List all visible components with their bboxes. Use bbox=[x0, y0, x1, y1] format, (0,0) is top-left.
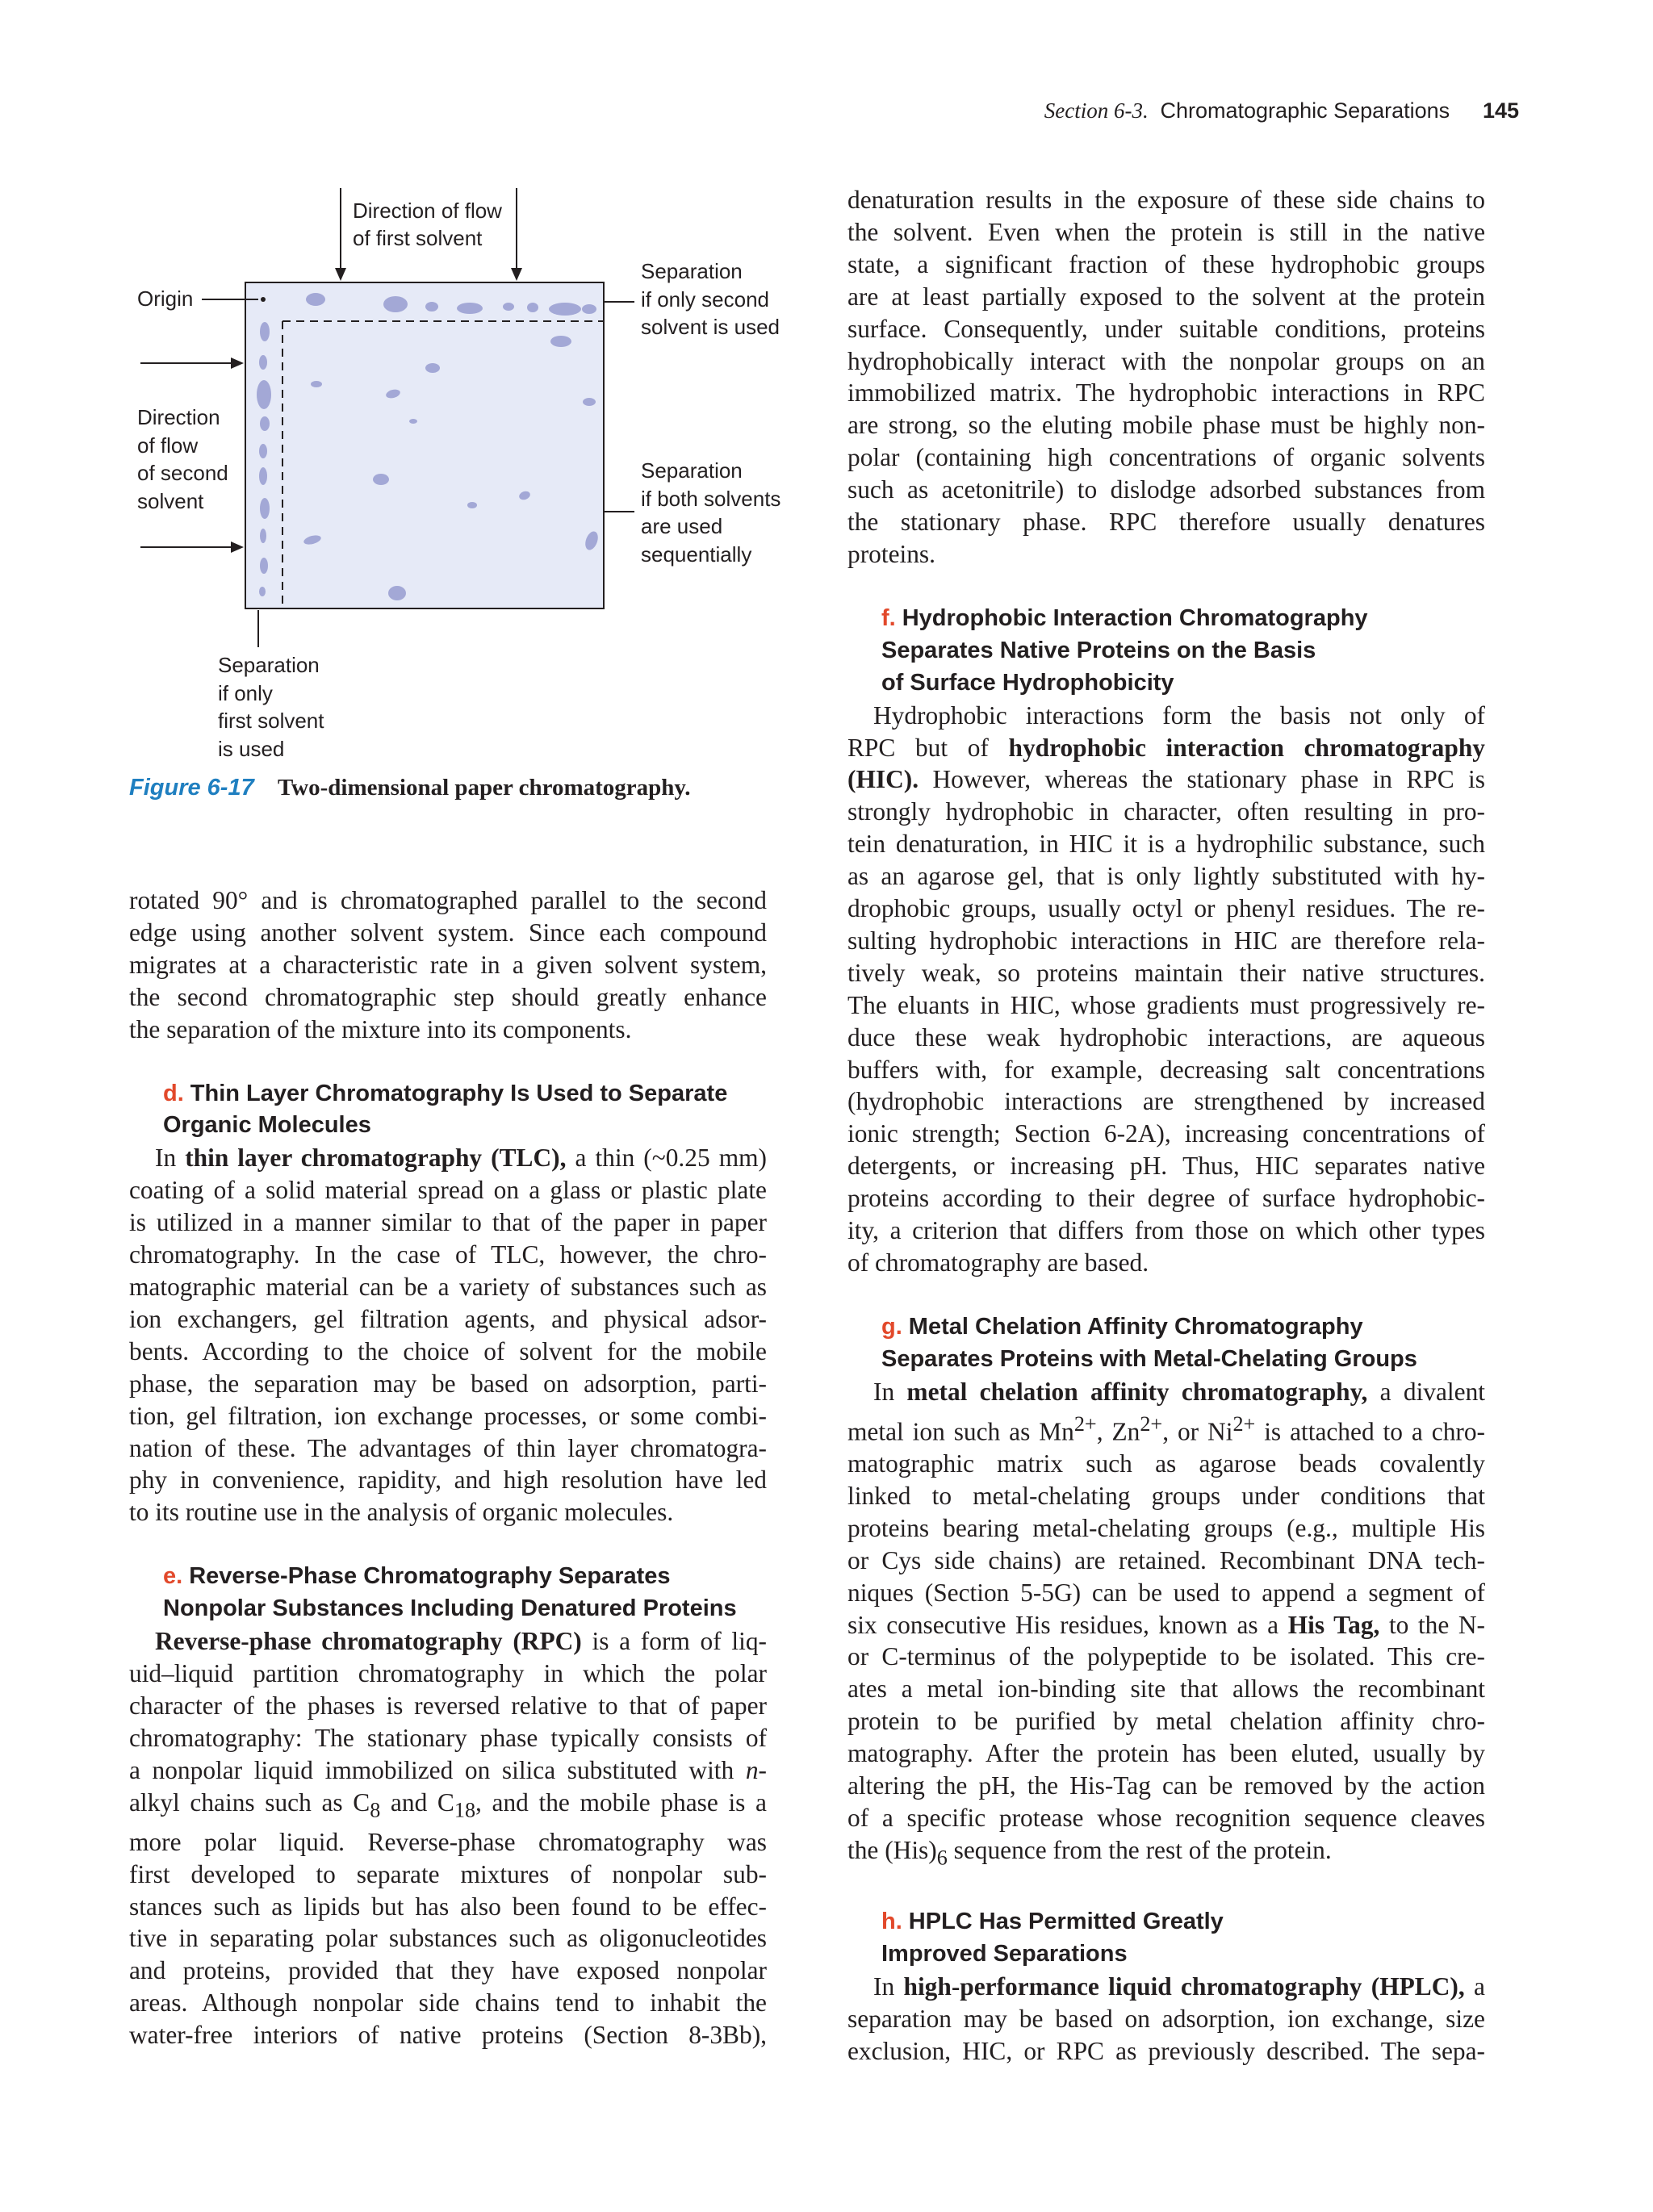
text-line: stances such as lipids but has also been found to be effec- bbox=[129, 1892, 767, 1921]
heading-line: Separates Proteins with Metal-Chelating Groups bbox=[881, 1345, 1417, 1372]
text-line: protein to be purified by metal chelation affinity chro- bbox=[847, 1707, 1485, 1736]
text-line: the stationary phase. RPC therefore usually denatures bbox=[847, 508, 1485, 537]
term-rpc: Reverse-phase chromatography (RPC) bbox=[155, 1627, 582, 1656]
spot bbox=[549, 303, 581, 316]
heading-line: Hydrophobic Interaction Chromatography bbox=[902, 604, 1368, 631]
text-line: polar (containing high concentrations of organic solvents bbox=[847, 443, 1485, 472]
text-line: or C-terminus of the polypeptide to be isolated. This cre- bbox=[847, 1642, 1485, 1671]
text-run: In bbox=[873, 1377, 907, 1406]
text-line: surface. Consequently, under suitable conditions, proteins bbox=[847, 314, 1485, 343]
text-run: , Zn bbox=[1096, 1417, 1140, 1446]
section-heading-h bbox=[847, 1906, 1485, 1971]
text-run: sequence from the rest of the protein. bbox=[947, 1835, 1332, 1864]
figure-caption bbox=[129, 775, 691, 801]
header-section: Section 6-3. bbox=[1044, 98, 1149, 123]
spot bbox=[527, 303, 538, 312]
text-run: a thin (~0.25 mm) bbox=[566, 1144, 767, 1173]
text-line: altering the pH, the His-Tag can be removed by the action bbox=[847, 1771, 1485, 1800]
term-his-tag: His Tag, bbox=[1287, 1610, 1380, 1639]
text-line: such as acetonitrile) to dislodge adsorbed substances from bbox=[847, 475, 1485, 504]
term-hic: hydrophobic interaction chromatography bbox=[1008, 733, 1485, 762]
label-flow-first: Direction of flow bbox=[353, 199, 502, 223]
text-line: tive in separating polar substances such as oligonucleotides bbox=[129, 1924, 767, 1953]
text-line: matographic matrix such as agarose beads covalently bbox=[847, 1449, 1485, 1478]
text-line: the second chromatographic step should greatly enhance bbox=[129, 982, 767, 1011]
text-line bbox=[847, 732, 1485, 764]
section-letter: h. bbox=[881, 1909, 902, 1935]
text-line: buffers with, for example, decreasing salt concentrations bbox=[847, 1055, 1485, 1084]
spot bbox=[306, 293, 325, 306]
text-run: is attached to a chro- bbox=[1255, 1417, 1485, 1446]
label-origin: Origin bbox=[137, 286, 194, 311]
text-line: proteins. bbox=[847, 539, 935, 568]
label-sep-both: sequentially bbox=[641, 542, 752, 567]
text-line bbox=[129, 1625, 767, 1658]
section-heading-g bbox=[847, 1311, 1485, 1376]
text-line bbox=[129, 1787, 767, 1826]
text-line: coating of a solid material spread on a glass or plastic plate bbox=[129, 1176, 767, 1205]
spot bbox=[259, 444, 267, 458]
text-line: more polar liquid. Reverse-phase chromatography was bbox=[129, 1827, 767, 1856]
text-line bbox=[847, 763, 1485, 796]
text-line: tein denaturation, in HIC it is a hydrophilic substance, such bbox=[847, 830, 1485, 859]
arrow-right-icon bbox=[231, 358, 244, 369]
text-line: as an agarose gel, that is only lightly substituted with hy- bbox=[847, 862, 1485, 891]
text-line bbox=[847, 1834, 1485, 1874]
text-run: RPC but of bbox=[847, 733, 1009, 762]
text-run: alkyl chains such as C bbox=[129, 1788, 370, 1817]
text-line: The eluants in HIC, whose gradients must progressively re- bbox=[847, 990, 1485, 1019]
text-run: n bbox=[745, 1755, 759, 1784]
term-tlc: thin layer chromatography (TLC), bbox=[185, 1144, 567, 1173]
text-line: ion exchangers, gel filtration agents, and physical adsor- bbox=[129, 1304, 767, 1333]
spot bbox=[409, 419, 417, 424]
text-run: Hydrophobic interactions form the basis not only of bbox=[873, 700, 1485, 730]
text-run: , and the mobile phase is a bbox=[475, 1788, 767, 1817]
label-sep-first: Separation bbox=[218, 653, 320, 677]
label-flow-second: of second bbox=[137, 461, 228, 485]
spot bbox=[457, 303, 483, 314]
heading-line: Separates Native Proteins on the Basis bbox=[881, 637, 1316, 663]
text-line: hydrophobically interact with the nonpolar groups on an bbox=[847, 346, 1485, 375]
spot bbox=[260, 558, 268, 574]
arrow-down-icon bbox=[511, 268, 522, 281]
page-number: 145 bbox=[1482, 98, 1519, 123]
section-letter: d. bbox=[163, 1080, 184, 1106]
text-line bbox=[847, 1376, 1485, 1408]
superscript: 2+ bbox=[1232, 1411, 1256, 1436]
label-sep-first: if only bbox=[218, 681, 273, 705]
text-line: are strong, so the eluting mobile phase must be highly non- bbox=[847, 411, 1485, 440]
label-sep-second: solvent is used bbox=[641, 315, 780, 339]
label-flow-second: solvent bbox=[137, 489, 204, 513]
arrow-right-icon bbox=[231, 542, 244, 553]
section-heading-e bbox=[129, 1561, 767, 1625]
text-line: of chromatography are based. bbox=[847, 1248, 1149, 1277]
text-line: rotated 90° and is chromatographed parallel to the second bbox=[129, 886, 767, 914]
text-line: phy in convenience, rapidity, and high resolution have led bbox=[129, 1466, 767, 1495]
text-line: denaturation results in the exposure of these side chains to bbox=[847, 186, 1485, 214]
text-line: state, a significant fraction of these hydrophobic groups bbox=[847, 249, 1485, 278]
text-line: ity, a criterion that differs from those on which other types bbox=[847, 1216, 1485, 1245]
text-run: metal ion such as Mn bbox=[847, 1417, 1074, 1446]
text-line: (hydrophobic interactions are strengthened by increased bbox=[847, 1087, 1485, 1116]
text-line: is utilized in a manner similar to that of the paper in paper bbox=[129, 1208, 767, 1237]
heading-line: Metal Chelation Affinity Chromatography bbox=[908, 1313, 1363, 1340]
section-letter: g. bbox=[881, 1313, 902, 1340]
text-line: ates a metal ion-binding site that allows the recombinant bbox=[847, 1675, 1485, 1704]
chromatography-paper bbox=[245, 282, 604, 608]
heading-line: of Surface Hydrophobicity bbox=[881, 669, 1174, 696]
heading-line: Organic Molecules bbox=[163, 1112, 371, 1139]
subscript: 6 bbox=[936, 1846, 948, 1870]
label-sep-both: are used bbox=[641, 514, 723, 538]
left-column bbox=[129, 884, 767, 2051]
section-heading-d bbox=[129, 1078, 767, 1143]
text-line: tion, gel filtration, ion exchange processes, or some combi- bbox=[129, 1401, 767, 1430]
text-line: nation of these. The advantages of thin layer chromatogra- bbox=[129, 1433, 767, 1462]
section-heading-f bbox=[847, 603, 1485, 700]
arrow-down-icon bbox=[335, 268, 346, 281]
text-run: In bbox=[873, 1972, 904, 2001]
heading-line: Improved Separations bbox=[881, 1940, 1128, 1967]
text-line: migrates at a characteristic rate in a given solvent system, bbox=[129, 950, 767, 979]
text-line: strongly hydrophobic in character, often resulting in pro- bbox=[847, 797, 1485, 826]
section-letter: f. bbox=[881, 604, 896, 631]
text-line bbox=[847, 700, 1485, 732]
text-line: duce these weak hydrophobic interactions, are aqueous bbox=[847, 1022, 1485, 1052]
label-sep-first: first solvent bbox=[218, 709, 324, 733]
text-run: , or Ni bbox=[1162, 1417, 1233, 1446]
text-line: exclusion, HIC, or RPC as previously described. The sepa- bbox=[847, 2036, 1485, 2065]
text-run: to the N- bbox=[1379, 1610, 1485, 1639]
figure-label: Figure 6-17 bbox=[129, 775, 254, 801]
spot bbox=[383, 296, 408, 312]
label-sep-second: if only second bbox=[641, 287, 769, 312]
text-line: bents. According to the choice of solvent for the mobile bbox=[129, 1336, 767, 1365]
heading-line: HPLC Has Permitted Greatly bbox=[908, 1909, 1224, 1935]
text-line: first developed to separate mixtures of nonpolar sub- bbox=[129, 1859, 767, 1888]
text-run: - bbox=[758, 1755, 767, 1784]
text-line: the separation of the mixture into its components. bbox=[129, 1014, 632, 1043]
spot bbox=[311, 381, 322, 387]
text-line: of a specific protease whose recognition sequence cleaves bbox=[847, 1803, 1485, 1832]
text-line: proteins according to their degree of surface hydrophobic- bbox=[847, 1184, 1485, 1213]
running-header bbox=[1044, 98, 1519, 123]
text-line bbox=[847, 1971, 1485, 2003]
subscript: 8 bbox=[370, 1797, 381, 1821]
text-line: the solvent. Even when the protein is still in the native bbox=[847, 217, 1485, 246]
text-line: niques (Section 5-5G) can be used to append a segment of bbox=[847, 1578, 1485, 1607]
heading-line: Thin Layer Chromatography Is Used to Separate bbox=[190, 1080, 728, 1106]
text-line: character of the phases is reversed relative to that of paper bbox=[129, 1691, 767, 1720]
text-line bbox=[129, 1142, 767, 1174]
header-title: Chromatographic Separations bbox=[1160, 98, 1450, 123]
figure-caption-text: Two-dimensional paper chromatography. bbox=[277, 775, 691, 801]
text-line: chromatography. In the case of TLC, however, the chro- bbox=[129, 1240, 767, 1269]
text-run: six consecutive His residues, known as a bbox=[847, 1610, 1288, 1639]
figure-chromatogram bbox=[129, 184, 823, 773]
text-run: a nonpolar liquid immobilized on silica substituted with bbox=[129, 1755, 746, 1784]
section-letter: e. bbox=[163, 1563, 183, 1590]
text-line: separation may be based on adsorption, ion exchange, size bbox=[847, 2004, 1485, 2033]
heading-line: Reverse-Phase Chromatography Separates bbox=[189, 1563, 671, 1590]
text-line: edge using another solvent system. Since each compound bbox=[129, 918, 767, 947]
text-line: proteins bearing metal-chelating groups (e.g., multiple His bbox=[847, 1513, 1485, 1542]
right-column bbox=[847, 184, 1485, 2068]
subscript: 18 bbox=[454, 1797, 476, 1821]
text-line: matography. After the protein has been eluted, usually by bbox=[847, 1739, 1485, 1768]
spot bbox=[503, 303, 514, 311]
spot bbox=[550, 336, 571, 347]
text-run: a bbox=[1464, 1972, 1485, 2001]
text-run: is a form of liq- bbox=[581, 1627, 767, 1656]
spot bbox=[260, 322, 270, 341]
label-sep-first: is used bbox=[218, 737, 285, 761]
text-run: In bbox=[155, 1144, 186, 1173]
term-metal-chelation: metal chelation affinity chromatography, bbox=[906, 1377, 1368, 1406]
term-hplc: high-performance liquid chromatography (HPLC), bbox=[903, 1972, 1465, 2001]
label-sep-both: if both solvents bbox=[641, 487, 781, 511]
text-line: water-free interiors of native proteins (Section 8-3Bb), bbox=[129, 2021, 767, 2050]
spot bbox=[373, 474, 389, 485]
label-flow-second: of flow bbox=[137, 433, 199, 458]
spot bbox=[259, 587, 266, 596]
superscript: 2+ bbox=[1073, 1411, 1097, 1436]
spot bbox=[425, 302, 438, 312]
term-hic-abbr: (HIC). bbox=[847, 765, 919, 794]
text-line: and proteins, provided that they have exposed nonpolar bbox=[129, 1956, 767, 1985]
spot bbox=[257, 380, 271, 409]
heading-line: Nonpolar Substances Including Denatured Proteins bbox=[163, 1595, 737, 1622]
spot bbox=[260, 416, 270, 431]
text-line: matographic material can be a variety of substances such as bbox=[129, 1272, 767, 1301]
text-line bbox=[847, 1609, 1485, 1641]
text-line: tively weak, so proteins maintain their native structures. bbox=[847, 958, 1485, 987]
spot bbox=[388, 586, 406, 600]
label-sep-second: Separation bbox=[641, 259, 743, 283]
text-run: the (His) bbox=[847, 1835, 937, 1864]
text-line: areas. Although nonpolar side chains tend to inhabit the bbox=[129, 1988, 767, 2018]
spot bbox=[259, 355, 267, 370]
text-run: and C bbox=[380, 1788, 454, 1817]
spot bbox=[425, 363, 440, 373]
text-line: uid–liquid partition chromatography in which the polar bbox=[129, 1658, 767, 1687]
spot bbox=[260, 498, 270, 519]
text-run: However, whereas the stationary phase in RPC is bbox=[919, 765, 1485, 794]
label-sep-both: Separation bbox=[641, 458, 743, 483]
text-line bbox=[847, 1408, 1485, 1448]
text-run: a divalent bbox=[1367, 1377, 1485, 1406]
text-line bbox=[129, 1754, 767, 1787]
text-line: chromatography: The stationary phase typically consists of bbox=[129, 1723, 767, 1752]
text-line: drophobic groups, usually octyl or phenyl residues. The re- bbox=[847, 894, 1485, 923]
spot bbox=[582, 304, 596, 314]
spot bbox=[467, 502, 477, 508]
text-line: phase, the separation may be based on adsorption, parti- bbox=[129, 1369, 767, 1398]
text-line: sulting hydrophobic interactions in HIC are therefore rela- bbox=[847, 926, 1485, 955]
spot bbox=[260, 529, 266, 543]
spot bbox=[259, 467, 267, 485]
text-line: are at least partially exposed to the solvent at the protein bbox=[847, 282, 1485, 311]
superscript: 2+ bbox=[1140, 1411, 1163, 1436]
text-line: or Cys side chains) are retained. Recombinant DNA tech- bbox=[847, 1545, 1485, 1574]
label-flow-first: of first solvent bbox=[353, 226, 483, 250]
text-line: immobilized matrix. The hydrophobic interactions in RPC bbox=[847, 378, 1485, 408]
text-line: detergents, or increasing pH. Thus, HIC separates native bbox=[847, 1152, 1485, 1181]
spot bbox=[583, 398, 596, 406]
text-line: to its routine use in the analysis of organic molecules. bbox=[129, 1498, 674, 1527]
text-line: ionic strength; Section 6-2A), increasing concentrations of bbox=[847, 1119, 1485, 1148]
text-line: linked to metal-chelating groups under conditions that bbox=[847, 1481, 1485, 1510]
label-flow-second: Direction bbox=[137, 405, 220, 429]
